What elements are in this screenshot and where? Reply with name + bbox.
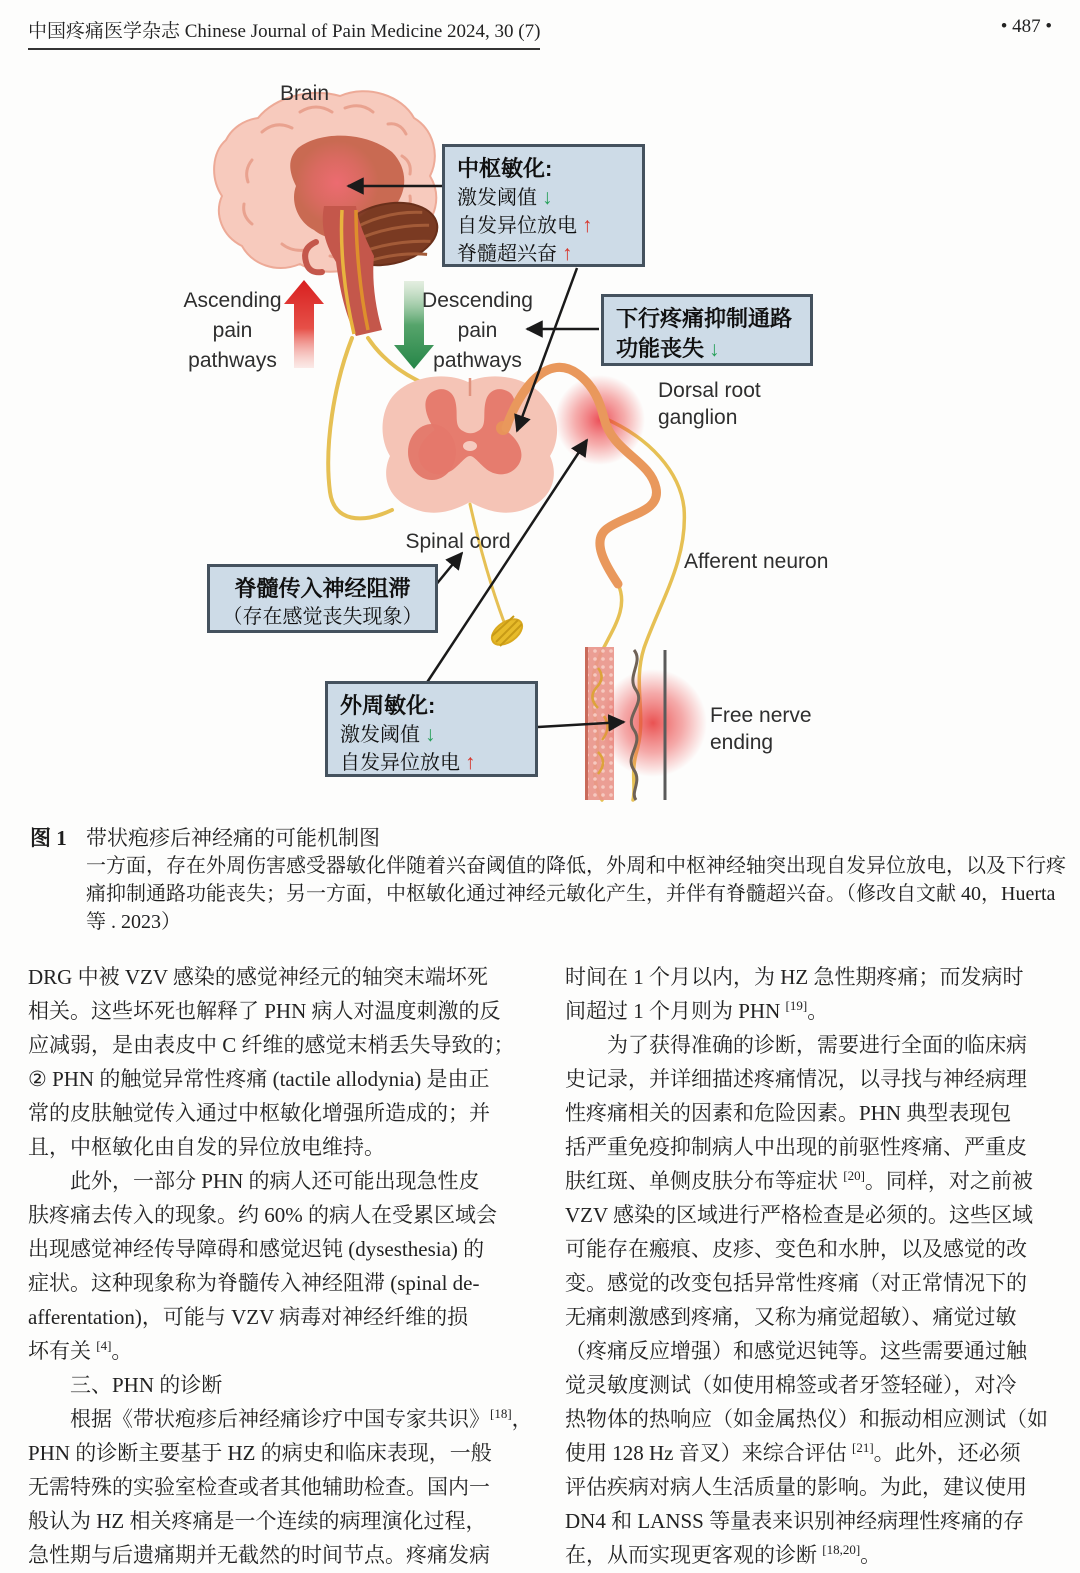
down-arrow-icon: ↓ [709,338,720,361]
text-line: 热物体的热响应（如金属热仪）和振动相应测试（如 [565,1407,1048,1431]
body-column-left [28,960,533,1572]
text-line: 三、PHN 的诊断 [28,1373,223,1397]
figure-caption-title: 带状疱疹后神经痛的可能机制图 [86,826,380,850]
box-title: 中枢敏化: [457,156,553,181]
text-line: 等 . 2023） [86,911,181,933]
descending-pathways-label [415,286,540,376]
text-line: 痛抑制通路功能丧失；另一方面，中枢敏化通过神经元敏化产生，并伴有脊髓超兴奋。（修改自文献 40，Huerta [86,883,1056,905]
spinal-cord-label: Spinal cord [405,530,511,553]
box-line: （存在感觉丧失现象） [222,606,423,628]
box-item: 自发异位放电 ↑ [457,214,593,237]
body-column-right [565,960,1052,1572]
box-item: 脊髓超兴奋 ↑ [457,242,573,265]
afferent-neuron-label: Afferent neuron [684,550,829,573]
text-line: 无需特殊的实验室检查或者其他辅助检查。国内一 [28,1475,490,1499]
box-line: 脊髓传入神经阻滞 [234,576,411,601]
text-line: PHN 的诊断主要基于 HZ 的病史和临床表现，一般 [28,1441,492,1465]
text-line: 括严重免疫抑制病人中出现的前驱性疼痛、严重皮 [565,1135,1027,1159]
central-sensitization-box [442,144,645,267]
spinal-deafferentation-box [207,564,438,633]
text-line: 性疼痛相关的因素和危险因素。PHN 典型表现包 [565,1101,1012,1125]
box-item: 激发阈值 ↓ [340,723,436,746]
text-line: 且，中枢敏化由自发的异位放电维持。 [28,1135,385,1159]
box-title: 外周敏化: [340,693,436,718]
text-line: ② PHN 的触觉异常性疼痛 (tactile allodynia) 是由正 [28,1067,490,1091]
dorsal-root-ganglion-label [658,377,788,431]
text-line: VZV 感染的区域进行严格检查是必须的。这些区域 [565,1203,1034,1227]
box-item: 自发异位放电 ↑ [340,751,476,774]
text-line: afferentation)，可能与 VZV 病毒对神经纤维的损 [28,1305,469,1329]
text-line: DRG 中被 VZV 感染的感觉神经元的轴突末端坏死 [28,965,488,989]
box-line: 下行疼痛抑制通路 [616,306,793,331]
text-line: 般认为 HZ 相关疼痛是一个连续的病理演化过程， [28,1509,487,1533]
text-line: 无痛刺激感到疼痛，又称为痛觉超敏）、痛觉过敏 [565,1305,1017,1329]
figure-caption-body [86,852,1066,936]
text-line: Free nerve [710,704,812,727]
text-line: pathways [188,349,277,372]
box-item: 激发阈值 ↓ [457,186,553,209]
text-line: Ascending [183,289,282,312]
descending-inhibition-loss-box [601,294,813,366]
figure-number: 图 1 [30,826,67,850]
brain-label: Brain [280,82,330,105]
text-line: 根据《带状疱疹后神经痛诊疗中国专家共识》[18]， [28,1406,533,1431]
up-arrow-icon: ↑ [582,214,593,237]
journal-title: 中国疼痛医学杂志 Chinese Journal of Pain Medicine 2024, 30 (7) [28,16,540,50]
text-line: 应减弱，是由表皮中 C 纤维的感觉末梢丢失导致的； [28,1033,515,1057]
text-line: 相关。这些坏死也解释了 PHN 病人对温度刺激的反 [28,999,501,1023]
ascending-pathways-label [170,286,295,376]
text-line: 间超过 1 个月则为 PHN [19]。 [565,998,829,1023]
box-line: 功能丧失 ↓ [616,336,720,361]
text-line: 出现感觉神经传导障碍和感觉迟钝 (dysesthesia) 的 [28,1237,485,1261]
text-line: pain [212,319,253,342]
free-nerve-ending-label [710,702,830,756]
text-line: pain [457,319,498,342]
text-line: 为了获得准确的诊断，需要进行全面的临床病 [565,1033,1027,1057]
text-line: 史记录，并详细描述疼痛情况，以寻找与神经病理 [565,1067,1027,1091]
text-line: 肤疼痛去传入的现象。约 60% 的病人在受累区域会 [28,1203,497,1227]
text-line: 时间在 1 个月以内，为 HZ 急性期疼痛；而发病时 [565,965,1024,989]
up-arrow-icon: ↑ [562,242,573,265]
text-line: 症状。这种现象称为脊髓传入神经阻滞 (spinal de- [28,1271,480,1295]
text-line: 可能存在瘢痕、皮疹、变色和水肿，以及感觉的改 [565,1237,1027,1261]
peripheral-sensitization-box [325,681,538,777]
up-arrow-icon: ↑ [465,751,476,774]
page-header [28,16,1052,50]
text-line: 觉灵敏度测试（如使用棉签或者牙签轻碰），对冷 [565,1373,1017,1397]
down-arrow-icon: ↓ [542,186,553,209]
text-line: 评估疾病对病人生活质量的影响。为此，建议使用 [565,1475,1027,1499]
text-line: 使用 128 Hz 音叉）来综合评估 [21]。此外，还必须 [565,1440,1021,1465]
muscle-spindle-illustration [487,614,526,650]
text-line: Dorsal root [658,379,761,402]
text-line: 变。感觉的改变包括异常性疼痛（对正常情况下的 [565,1271,1027,1295]
text-line: pathways [433,349,522,372]
text-line: 常的皮肤触觉传入通过中枢敏化增强所造成的；并 [28,1101,490,1125]
text-line: 在，从而实现更客观的诊断 [18,20]。 [565,1542,882,1567]
down-arrow-icon: ↓ [425,723,436,746]
text-line: Descending [422,289,533,312]
text-line: 此外，一部分 PHN 的病人还可能出现急性皮 [28,1169,480,1193]
text-line: 坏有关 [4]。 [28,1338,133,1363]
text-line: （疼痛反应增强）和感觉迟钝等。这些需要通过触 [565,1339,1027,1363]
text-line: 肤红斑、单侧皮肤分布等症状 [20]。同样，对之前被 [565,1168,1033,1193]
text-line: DN4 和 LANSS 等量表来识别神经病理性疼痛的存 [565,1509,1025,1533]
page-number: • 487 • [1000,16,1052,37]
text-line: ganglion [658,406,738,429]
text-line: ending [710,731,774,754]
text-line: 急性期与后遗痛期并无截然的时间节点。疼痛发病 [28,1543,490,1567]
text-line: 一方面，存在外周伤害感受器敏化伴随着兴奋阈值的降低，外周和中枢神经轴突出现自发异位放电，以及下行疼 [86,855,1066,877]
